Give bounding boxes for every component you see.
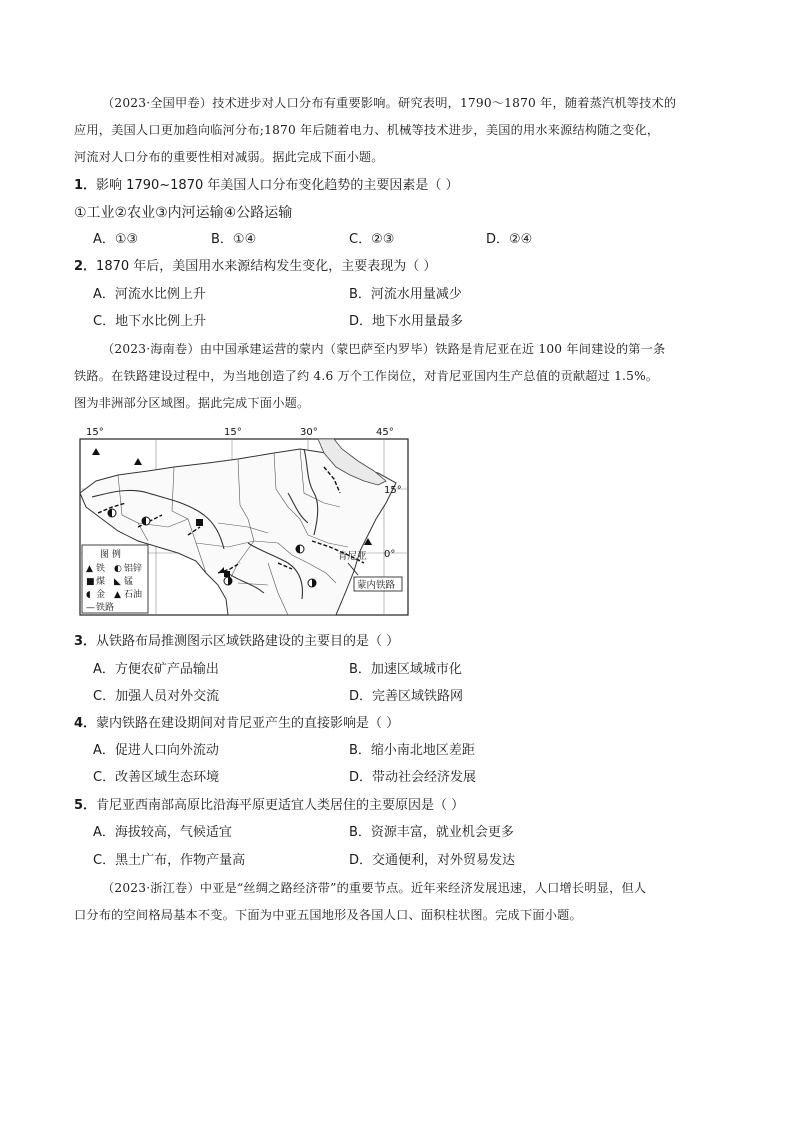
choice-text: 带动社会经济发展 <box>372 770 477 785</box>
lon-label: 45° <box>376 427 394 438</box>
choice-key: A． <box>93 662 115 677</box>
choice-text: 地下水比例上升 <box>115 314 207 329</box>
passage-line: 应用，美国人口更加趋向临河分布;1870 年后随着电力、机械等技术进步，美国的用水来源结构随之变化， <box>74 123 660 137</box>
choice-key: C． <box>93 689 116 704</box>
lon-label: 30° <box>300 427 318 438</box>
question-number: 4． <box>74 716 97 731</box>
legend-symbol: — <box>86 603 95 613</box>
legend-symbol: ▲ <box>86 564 93 574</box>
choice-key: A． <box>93 232 115 247</box>
choice-b[interactable] <box>349 741 475 761</box>
choice-key: D． <box>349 314 373 329</box>
africa-map <box>78 423 410 616</box>
choice-key: A． <box>93 743 115 758</box>
legend-symbol: ◖ <box>86 590 91 600</box>
choice-key: B． <box>211 232 233 247</box>
kenya-label: 肯尼亚 <box>338 551 367 562</box>
choice-key: D． <box>486 232 510 247</box>
question-5 <box>74 796 464 816</box>
choice-key: C． <box>349 232 372 247</box>
choice-key: C． <box>93 770 116 785</box>
railway-label: 蒙内铁路 <box>357 580 396 591</box>
question-stem: 蒙内铁路在建设期间对肯尼亚产生的直接影响是（ ） <box>96 716 400 731</box>
choice-text: 交通便利，对外贸易发达 <box>372 853 516 868</box>
choice-text: ①③ <box>114 232 139 247</box>
legend-label: 金 <box>96 590 106 600</box>
legend-label: 煤 <box>96 577 106 587</box>
question-4 <box>74 714 399 734</box>
passage-2 <box>74 336 734 417</box>
passage-line: 中亚是“丝绸之路经济带”的重要节点。近年来经济发展迅速，人口增长明显，但人 <box>199 881 647 895</box>
legend-label: 铝锌 <box>124 564 143 574</box>
choice-text: ①④ <box>232 232 257 247</box>
legend-symbol: ◣ <box>114 577 121 587</box>
choice-key: D． <box>349 689 373 704</box>
passage-line: 铁路。在铁路建设过程中，为当地创造了约 4.6 万个工作岗位，对肯尼亚国内生产总值的贡献超过 1.5%。 <box>74 369 659 383</box>
question-stem: 影响 1790~1870 年美国人口分布变化趋势的主要因素是（ ） <box>96 178 459 193</box>
passage-line: 图为非洲部分区域图。据此完成下面小题。 <box>74 396 310 410</box>
lat-label: 0° <box>384 549 396 560</box>
passage-line: 河流对人口分布的重要性相对减弱。据此完成下面小题。 <box>74 150 384 164</box>
legend-label: 铁 <box>96 564 106 574</box>
question-1 <box>74 176 459 196</box>
legend-symbol: ■ <box>86 577 95 587</box>
passage-source: （2023·海南卷） <box>102 342 200 356</box>
question-number: 3． <box>74 634 97 649</box>
choice-d[interactable] <box>349 768 476 788</box>
choice-text: ②④ <box>509 232 533 247</box>
choice-a[interactable] <box>93 230 138 250</box>
choice-text: 加速区域城市化 <box>370 662 462 677</box>
choice-text: 促进人口向外流动 <box>114 743 219 758</box>
legend-title: 图 例 <box>100 550 121 560</box>
question-number: 5． <box>74 798 97 813</box>
choice-text: ②③ <box>371 232 395 247</box>
choice-d[interactable] <box>349 851 515 871</box>
choice-text: 海拔较高，气候适宜 <box>114 825 232 840</box>
passage-line: 口分布的空间格局基本不变。下面为中亚五国地形及各国人口、面积柱状图。完成下面小题。 <box>74 908 582 922</box>
choice-b[interactable] <box>349 660 462 680</box>
choice-text: 加强人员对外交流 <box>115 689 220 704</box>
question-3 <box>74 632 399 652</box>
passage-source: （2023·浙江卷） <box>102 881 200 895</box>
coal-symbol <box>224 571 230 577</box>
choice-d[interactable] <box>349 312 463 332</box>
choice-a[interactable] <box>93 823 232 843</box>
choice-key: D． <box>349 770 373 785</box>
choice-c[interactable] <box>349 230 394 250</box>
choice-text: 改善区域生态环境 <box>115 770 220 785</box>
choice-c[interactable] <box>93 768 219 788</box>
passage-1 <box>74 90 734 171</box>
choice-text: 方便农矿产品输出 <box>114 662 219 677</box>
choice-c[interactable] <box>93 687 219 707</box>
lon-label: 15° <box>224 427 242 438</box>
choice-text: 地下水用量最多 <box>372 314 464 329</box>
lon-label: 15° <box>86 427 104 438</box>
choice-key: A． <box>93 287 115 302</box>
choice-d[interactable] <box>486 230 532 250</box>
question-stem: 肯尼亚西南部高原比沿海平原更适宜人类居住的主要原因是（ ） <box>96 798 465 813</box>
question-stem: 1870 年后，美国用水来源结构发生变化，主要表现为（ ） <box>96 259 437 274</box>
choice-text: 河流水用量减少 <box>370 287 462 302</box>
choice-key: B． <box>349 287 371 302</box>
choice-text: 完善区域铁路网 <box>372 689 464 704</box>
coal-symbol <box>196 519 203 526</box>
passage-line: 由中国承建运营的蒙内（蒙巴萨至内罗毕）铁路是肯尼亚在近 100 年间建设的第一条 <box>199 342 666 356</box>
legend-symbol: ▲ <box>114 590 121 600</box>
question-2 <box>74 257 436 277</box>
map-figure <box>78 423 410 616</box>
choice-a[interactable] <box>93 285 206 305</box>
choice-key: C． <box>93 853 116 868</box>
choice-b[interactable] <box>349 823 514 843</box>
choice-text: 资源丰富，就业机会更多 <box>370 825 514 840</box>
question-stem: 从铁路布局推测图示区域铁路建设的主要目的是（ ） <box>96 634 400 649</box>
choice-b[interactable] <box>211 230 256 250</box>
passage-line: 技术进步对人口分布有重要影响。研究表明，1790～1870 年，随着蒸汽机等技术的 <box>212 96 677 110</box>
choice-key: B． <box>349 662 371 677</box>
map-legend <box>82 545 148 613</box>
choice-key: A． <box>93 825 115 840</box>
legend-symbol: ◐ <box>114 564 122 574</box>
question-number: 2． <box>74 259 97 274</box>
choice-key: B． <box>349 825 371 840</box>
legend-label: 锰 <box>124 577 134 587</box>
choice-text: 缩小南北地区差距 <box>370 743 475 758</box>
choice-d[interactable] <box>349 687 463 707</box>
choice-key: B． <box>349 743 371 758</box>
choice-text: 河流水比例上升 <box>114 287 206 302</box>
choice-text: 黑土广布，作物产量高 <box>115 853 246 868</box>
choice-key: C． <box>93 314 116 329</box>
question-number: 1． <box>74 178 97 193</box>
choice-key: D． <box>349 853 373 868</box>
passage-source: （2023·全国甲卷） <box>102 96 213 110</box>
choice-b[interactable] <box>349 285 462 305</box>
choice-c[interactable] <box>93 851 245 871</box>
choice-a[interactable] <box>93 741 219 761</box>
choice-c[interactable] <box>93 312 206 332</box>
legend-label: 石油 <box>124 590 143 600</box>
lat-label: 15° <box>384 485 402 496</box>
choice-a[interactable] <box>93 660 219 680</box>
question-1-options: ①工业②农业③内河运输④公路运输 <box>74 205 293 221</box>
legend-label: 铁路 <box>96 603 115 613</box>
passage-3 <box>74 875 734 929</box>
